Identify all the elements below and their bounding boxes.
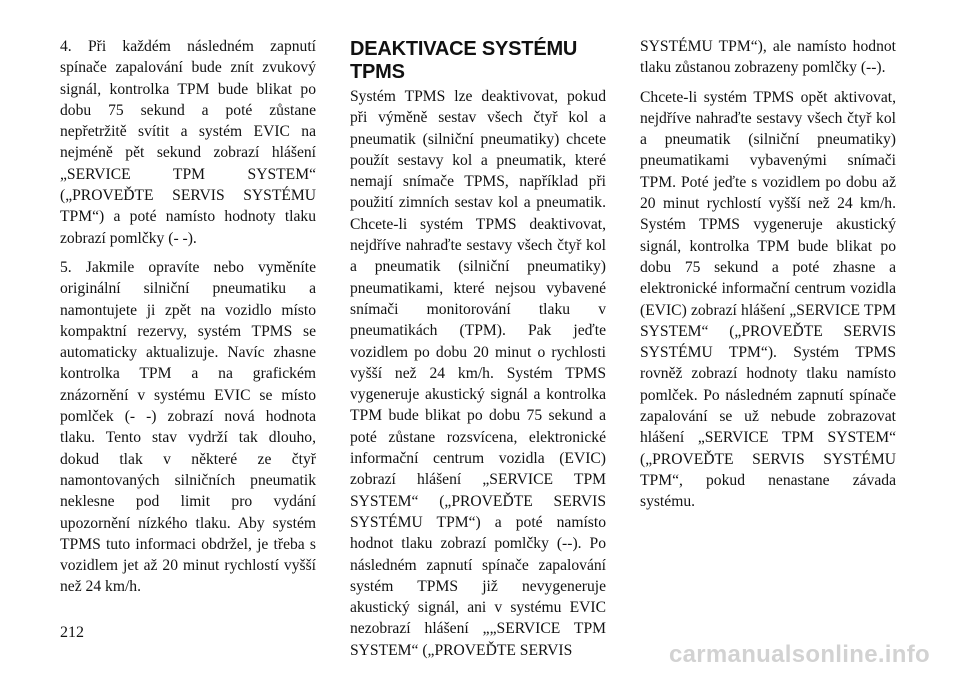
paragraph-deactivation: Systém TPMS lze deaktivovat, pokud při výměně sestav všech čtyř kol a pneumatik (silniční pneumatiky) chcete použít sestavy kol a pneumatik, které nemají snímače TPMS, například při použití zimních sestav kol a pneumatik. Chcete-li systém TPMS deaktivovat, nejdříve nahraďte sestavy všech čtyř kol a pneumatik (silniční pneumatiky) pneumatikami, které nejsou vybavené snímači monitorování tlaku v pneumatikách (TPM). Pak jeďte vozidlem po dobu 20 minut o rychlosti vyšší než 24 km/h. Systém TPMS vygeneruje akustický signál a kontrolka TPM bude blikat po dobu 75 sekund a poté zůstane rozsvícena, elektronické informační centrum vozidla (EVIC) zobrazí hlášení „SERVICE TPM SYSTEM“ („PROVEĎTE SERVIS SYSTÉMU TPM“) a poté namísto hodnot tlaku zobrazí pomlčky (--). Po následném zapnutí spínače zapalování systém TPMS již nevygeneruje akustický signál, ani v systému EVIC nezobrazí hlášení „„SERVICE TPM SYSTEM“ („PROVEĎTE SERVIS xyxy=(350,88,606,659)
section-heading: DEAKTIVACE SYSTÉMU TPMS xyxy=(350,38,578,83)
paragraph-reactivation: Chcete-li systém TPMS opět aktivovat, nejdříve nahraďte sestavy všech čtyř kol a pneumatik (silniční pneumatiky) pneumatikami vybavenými snímači TPM. Poté jeďte s vozidlem po dobu až 20 minut rychlostí vyšší než 24 km/h. Systém TPMS vygeneruje akustický signál, kontrolka TPM bude blikat po dobu 75 sekund a poté zhasne a elektronické informační centrum vozidla (EVIC) zobrazí hlášení „SERVICE TPM SYSTEM“ („PROVEĎTE SERVIS SYSTÉMU TPM“). Systém TPMS rovněž zobrazí hodnoty tlaku namísto pomlček. Po následném zapnutí spínače zapalování se už nebude zobrazovat hlášení „SERVICE TPM SYSTEM“ („PROVEĎTE SERVIS SYSTÉMU TPM“, pokud nenastane závada systému. xyxy=(640,88,896,511)
text-column-left xyxy=(60,36,316,606)
paragraph-step-4: 4. Při každém následném zapnutí spínače zapalování bude znít zvukový signál, kontrolka TPM bude blikat po dobu 75 sekund a poté zůstane nepřetržitě svítit a systém EVIC na nejméně pět sekund zobrazí hlášení „SERVICE TPM SYSTEM“ („PROVEĎTE SERVIS SYSTÉMU TPM“) a poté namísto hodnoty tlaku zobrazí pomlčky (- -). xyxy=(60,38,316,247)
text-column-right xyxy=(640,36,896,521)
watermark: carmanualsonline.info xyxy=(668,641,930,668)
text-column-middle xyxy=(350,38,606,669)
paragraph-continuation: SYSTÉMU TPM“), ale namísto hodnot tlaku zůstanou zobrazeny pomlčky (--). xyxy=(640,38,896,77)
page-number: 212 xyxy=(60,624,84,641)
paragraph-step-5: 5. Jakmile opravíte nebo vyměníte originální silniční pneumatiku a namontujete ji zpět na vozidlo místo kompaktní rezervy, systém TPMS se automaticky aktualizuje. Navíc zhasne kontrolka TPM a na grafickém znázornění v systému EVIC se místo pomlček (- -) zobrazí nová hodnota tlaku. Tento stav vydrží tak dlouho, dokud tlak v některé ze čtyř namontovaných silničních pneumatik neklesne pod limit pro vydání upozornění nízkého tlaku. Aby systém TPMS tuto informaci obdržel, je třeba s vozidlem jet až 20 minut rychlostí vyšší než 24 km/h. xyxy=(60,258,316,596)
